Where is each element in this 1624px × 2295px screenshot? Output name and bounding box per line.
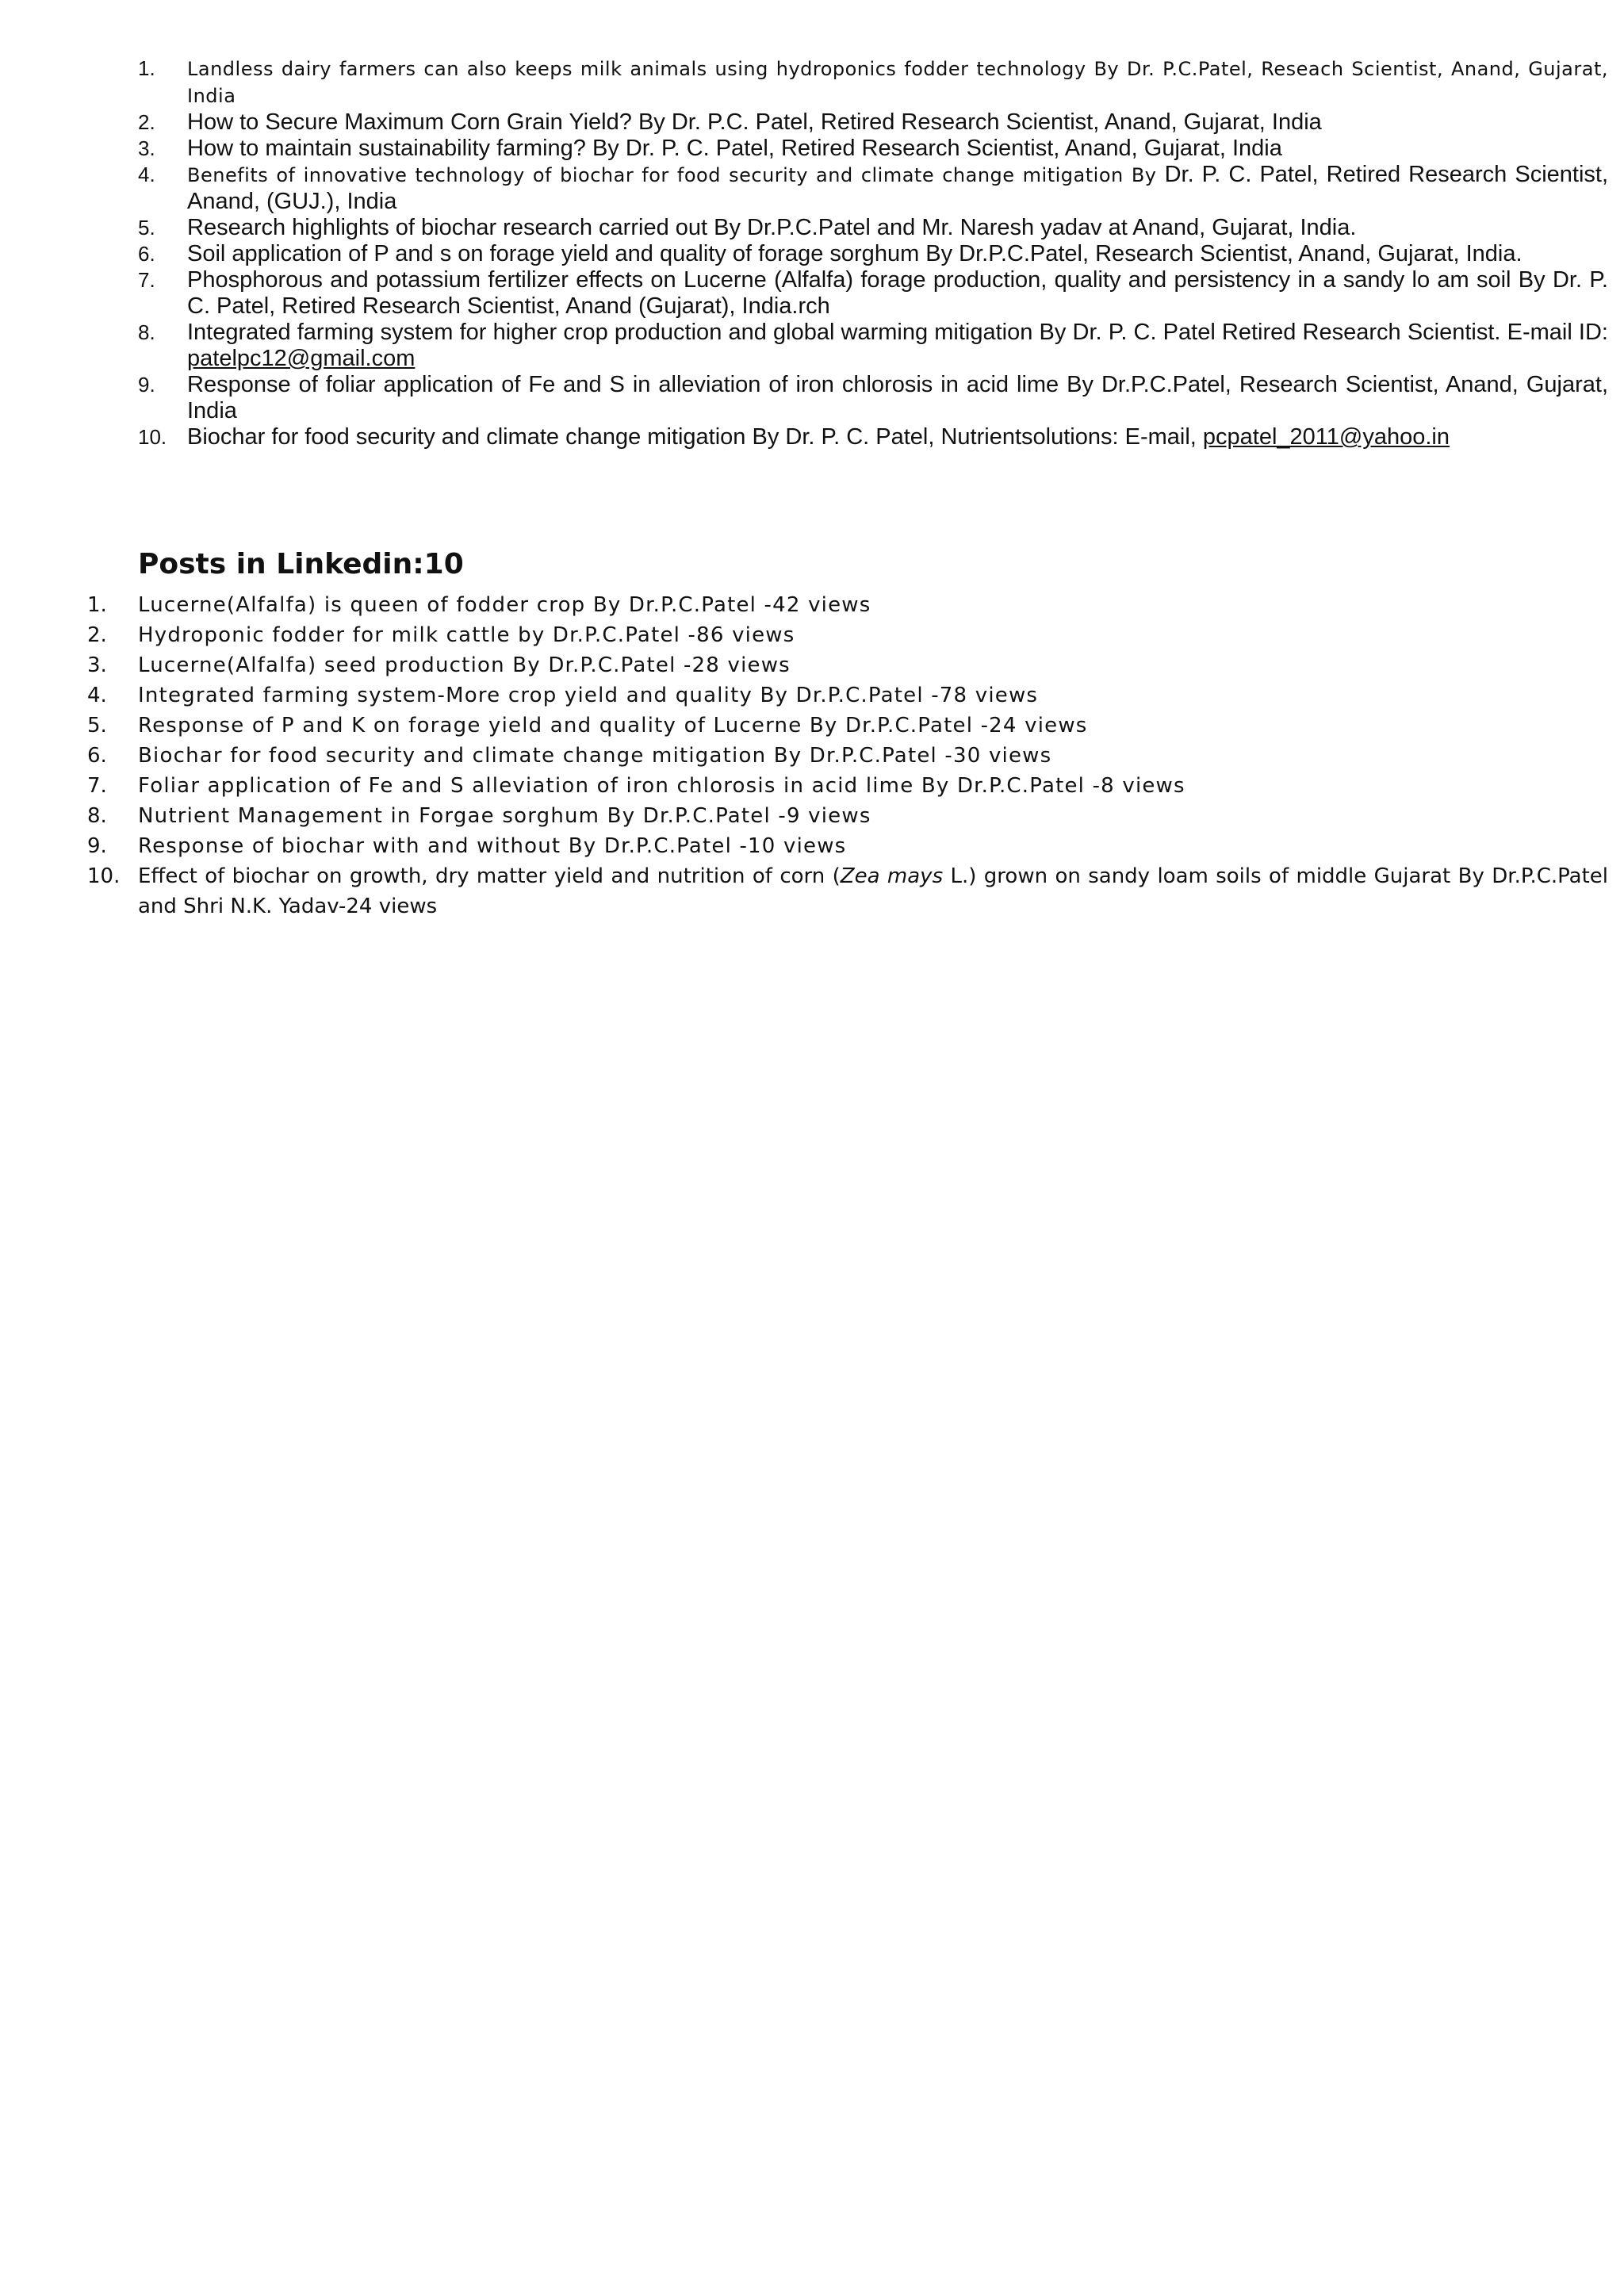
item-text-italic: Zea mays	[840, 864, 944, 888]
item-text: Lucerne(Alfalfa) is queen of fodder crop By Dr.P.C.Patel -42 views	[138, 593, 871, 617]
item-text: Effect of biochar on growth, dry matter yield and nutrition of corn (	[138, 864, 841, 888]
item-text: Response of P and K on forage yield and quality of Lucerne By Dr.P.C.Patel -24 views	[138, 714, 1088, 738]
email-link[interactable]: pcpatel_2011@yahoo.in	[1202, 424, 1450, 450]
item-text: Nutrient Management in Forgae sorghum By Dr.P.C.Patel -9 views	[138, 804, 871, 828]
item-text: Hydroponic fodder for milk cattle by Dr.P.C.Patel -86 views	[138, 623, 795, 647]
item-number: 2.	[87, 623, 107, 647]
item-number: 10.	[87, 864, 121, 888]
item-number: 10.	[138, 425, 167, 449]
item-text: Biochar for food security and climate change mitigation By Dr. P. C. Patel, Nutrientsolutions: E-mail,	[187, 424, 1203, 450]
item-number: 2.	[138, 110, 155, 134]
list-item	[0, 741, 1624, 771]
item-number: 9.	[87, 834, 107, 858]
item-text: Lucerne(Alfalfa) seed production By Dr.P.C.Patel -28 views	[138, 653, 791, 677]
list-item	[0, 372, 1624, 424]
item-number: 7.	[87, 774, 107, 798]
item-number: 8.	[87, 804, 107, 828]
list-item	[0, 241, 1624, 267]
item-text: Foliar application of Fe and S alleviation of iron chlorosis in acid lime By Dr.P.C.Patel -8 views	[138, 774, 1185, 798]
item-number: 4.	[138, 163, 155, 186]
item-text: Response of foliar application of Fe and S in alleviation of iron chlorosis in acid lime By Dr.P.C.Patel, Research Scientist, Anand, Gujarat, India	[187, 372, 1608, 423]
list-item	[0, 320, 1624, 372]
item-number: 4.	[87, 684, 107, 707]
item-text: How to maintain sustainability farming? By Dr. P. C. Patel, Retired Research Scientist, Anand, Gujarat, India	[187, 136, 1282, 161]
item-text: L.) grown on sandy loam soils of middle Gujarat By Dr.P.C.Patel and Shri N.K. Yadav-24 views	[138, 864, 1609, 918]
item-text: Soil application of P and s on forage yield and quality of forage sorghum By Dr.P.C.Patel, Research Scientist, Anand, Gujarat, India.	[187, 241, 1522, 266]
list-item	[0, 650, 1624, 680]
item-number: 5.	[87, 714, 107, 738]
item-text-small: Landless dairy farmers can also keeps milk animals using hydroponics fodder technology By Dr. P.C.Patel, Reseach Scientist, Anand, Gujarat, India	[187, 58, 1608, 107]
item-text: Dr. P. C. Patel, Retired Research Scientist, Anand, (GUJ.), India	[187, 162, 1609, 214]
list-item	[0, 711, 1624, 741]
list-item	[0, 831, 1624, 861]
item-text: Research highlights of biochar research carried out By Dr.P.C.Patel and Mr. Naresh yadav at Anand, Gujarat, India.	[187, 215, 1357, 240]
list-item	[0, 109, 1624, 136]
item-number: 1.	[138, 56, 155, 80]
list-item	[0, 424, 1624, 450]
item-number: 9.	[138, 373, 155, 397]
item-text: How to Secure Maximum Corn Grain Yield? By Dr. P.C. Patel, Retired Research Scientist, Anand, Gujarat, India	[187, 109, 1322, 135]
list-item	[0, 215, 1624, 241]
list-item	[0, 56, 1624, 109]
list-item	[0, 590, 1624, 620]
item-number: 3.	[138, 136, 155, 160]
linkedin-heading: Posts in Linkedin:10	[138, 548, 464, 580]
list-item	[0, 620, 1624, 650]
email-link[interactable]: patelpc12@gmail.com	[187, 346, 416, 371]
item-text: Integrated farming system-More crop yield and quality By Dr.P.C.Patel -78 views	[138, 684, 1039, 707]
list-item	[0, 267, 1624, 320]
list-item	[0, 680, 1624, 711]
item-text: Phosphorous and potassium fertilizer effects on Lucerne (Alfalfa) forage production, quality and persistency in a sandy lo am soil By Dr. P. C. Patel, Retired Research Scientist, Anand (Gujarat), India.rch	[187, 267, 1608, 319]
item-number: 6.	[87, 744, 107, 768]
list-item	[0, 162, 1624, 215]
item-text-small: Benefits of innovative technology of biochar for food security and climate change mitigation By	[187, 164, 1157, 186]
item-number: 3.	[87, 653, 107, 677]
item-number: 1.	[87, 593, 107, 617]
item-number: 6.	[138, 242, 155, 266]
item-text: Biochar for food security and climate change mitigation By Dr.P.C.Patel -30 views	[138, 744, 1052, 768]
list-item	[0, 136, 1624, 162]
item-text: Integrated farming system for higher crop production and global warming mitigation By Dr. P. C. Patel Retired Research Scientist. E-mail ID:	[187, 320, 1608, 345]
list-item	[0, 771, 1624, 801]
item-text: Response of biochar with and without By Dr.P.C.Patel -10 views	[138, 834, 847, 858]
publication-list	[0, 56, 1624, 450]
linkedin-post-list	[0, 590, 1624, 921]
item-number: 5.	[138, 216, 155, 239]
list-item	[0, 861, 1624, 921]
item-number: 7.	[138, 268, 155, 292]
item-number: 8.	[138, 320, 155, 344]
list-item	[0, 801, 1624, 831]
